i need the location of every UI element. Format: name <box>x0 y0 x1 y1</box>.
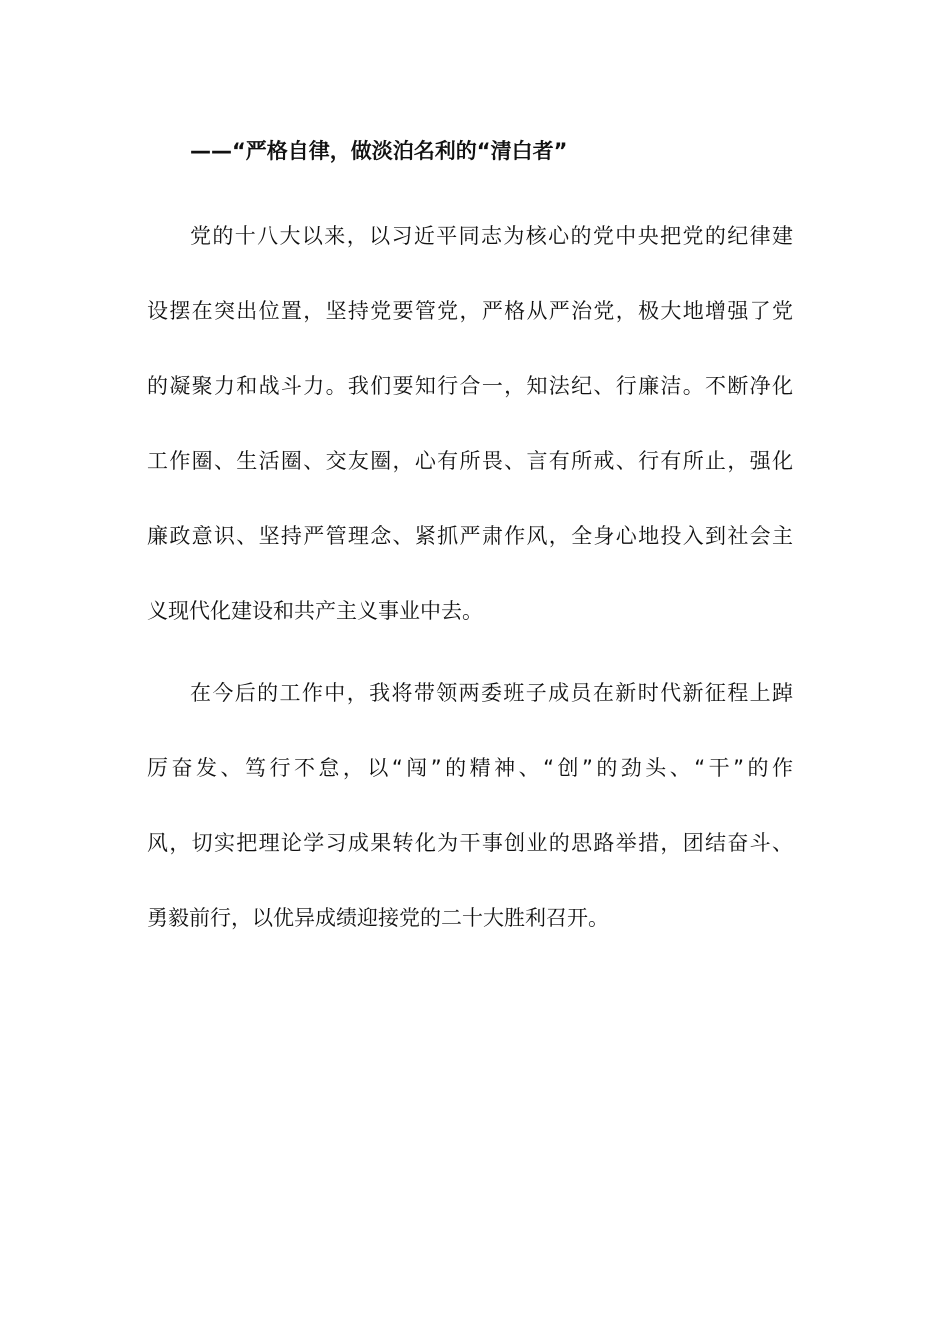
document-subtitle: ——“严格自律，做淡泊名利的“清白者” <box>190 139 568 163</box>
paragraph-line: 风，切实把理论学习成果转化为干事创业的思路举措，团结奋斗、 <box>147 831 793 855</box>
paragraph-1 <box>147 199 793 649</box>
paragraph-line: 的凝聚力和战斗力。我们要知行合一，知法纪、行廉洁。不断净化 <box>147 374 793 398</box>
paragraph-line: 勇毅前行，以优异成绩迎接党的二十大胜利召开。 <box>147 906 609 930</box>
paragraph-line: 在今后的工作中，我将带领两委班子成员在新时代新征程上踔 <box>190 681 793 705</box>
paragraph-line: 工作圈、生活圈、交友圈，心有所畏、言有所戒、行有所止，强化 <box>147 449 793 473</box>
paragraph-line: 廉政意识、坚持严管理念、紧抓严肃作风，全身心地投入到社会主 <box>147 524 793 548</box>
paragraph-line: 设摆在突出位置，坚持党要管党，严格从严治党，极大地增强了党 <box>147 299 793 323</box>
paragraph-line: 厉奋发、笃行不怠，以“闯”的精神、“创”的劲头、“干”的作 <box>147 756 793 780</box>
paragraph-2 <box>147 656 793 956</box>
paragraph-line: 义现代化建设和共产主义事业中去。 <box>147 599 483 623</box>
paragraph-line: 党的十八大以来，以习近平同志为核心的党中央把党的纪律建 <box>190 224 793 248</box>
